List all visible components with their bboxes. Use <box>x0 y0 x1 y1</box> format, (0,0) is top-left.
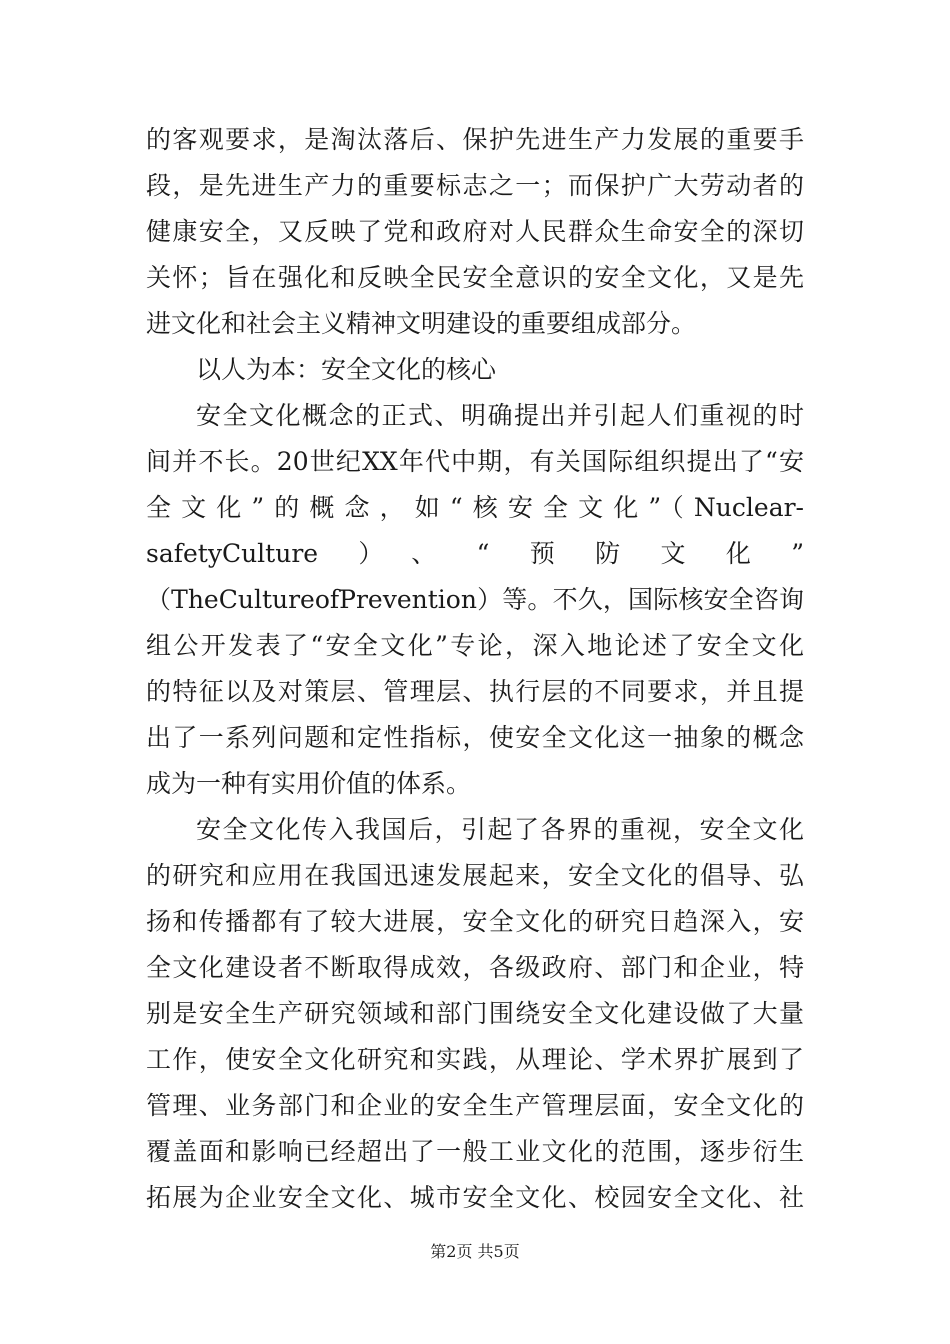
text-line: 组公开发表了“安全文化”专论，深入地论述了安全文化 <box>146 631 804 660</box>
text-line: 管理、业务部门和企业的安全生产管理层面，安全文化的 <box>146 1091 804 1120</box>
text-line: 工作，使安全文化研究和实践，从理论、学术界扩展到了 <box>146 1045 804 1074</box>
text-line: 间并不长。20世纪XX年代中期，有关国际组织提出了“安 <box>146 447 804 476</box>
section-heading: 以人为本：安全文化的核心 <box>196 355 497 384</box>
text-line: 别是安全生产研究领域和部门围绕安全文化建设做了大量 <box>146 999 804 1028</box>
text-line: 进文化和社会主义精神文明建设的重要组成部分。 <box>146 309 697 338</box>
text-line: 成为一种有实用价值的体系。 <box>146 769 472 798</box>
text-line: 的客观要求，是淘汰落后、保护先进生产力发展的重要手 <box>146 125 804 154</box>
text-line: 的研究和应用在我国迅速发展起来，安全文化的倡导、弘 <box>146 861 804 890</box>
text-line: 全文化”的概念，如“核安全文化”（Nuclear- <box>146 493 804 522</box>
page-number: 第2页 共5页 <box>430 1242 520 1261</box>
text-line: 关怀；旨在强化和反映全民安全意识的安全文化，又是先 <box>146 263 804 292</box>
text-line: 的特征以及对策层、管理层、执行层的不同要求，并且提 <box>146 677 804 706</box>
text-line: safetyCulture）、“预防文化” <box>146 539 804 568</box>
text-line: 安全文化概念的正式、明确提出并引起人们重视的时 <box>196 401 804 430</box>
text-line: 扬和传播都有了较大进展，安全文化的研究日趋深入，安 <box>146 907 804 936</box>
text-line: 健康安全，又反映了党和政府对人民群众生命安全的深切 <box>146 217 804 246</box>
text-line: 段，是先进生产力的重要标志之一；而保护广大劳动者的 <box>146 171 804 200</box>
text-line: 安全文化传入我国后，引起了各界的重视，安全文化 <box>196 815 804 844</box>
text-line: （TheCultureofPrevention）等。不久，国际核安全咨询 <box>146 585 804 614</box>
text-line: 出了一系列问题和定性指标，使安全文化这一抽象的概念 <box>146 723 804 752</box>
text-line: 覆盖面和影响已经超出了一般工业文化的范围，逐步衍生 <box>146 1137 804 1166</box>
text-line: 拓展为企业安全文化、城市安全文化、校园安全文化、社 <box>146 1183 804 1212</box>
text-line: 全文化建设者不断取得成效，各级政府、部门和企业，特 <box>146 953 804 982</box>
